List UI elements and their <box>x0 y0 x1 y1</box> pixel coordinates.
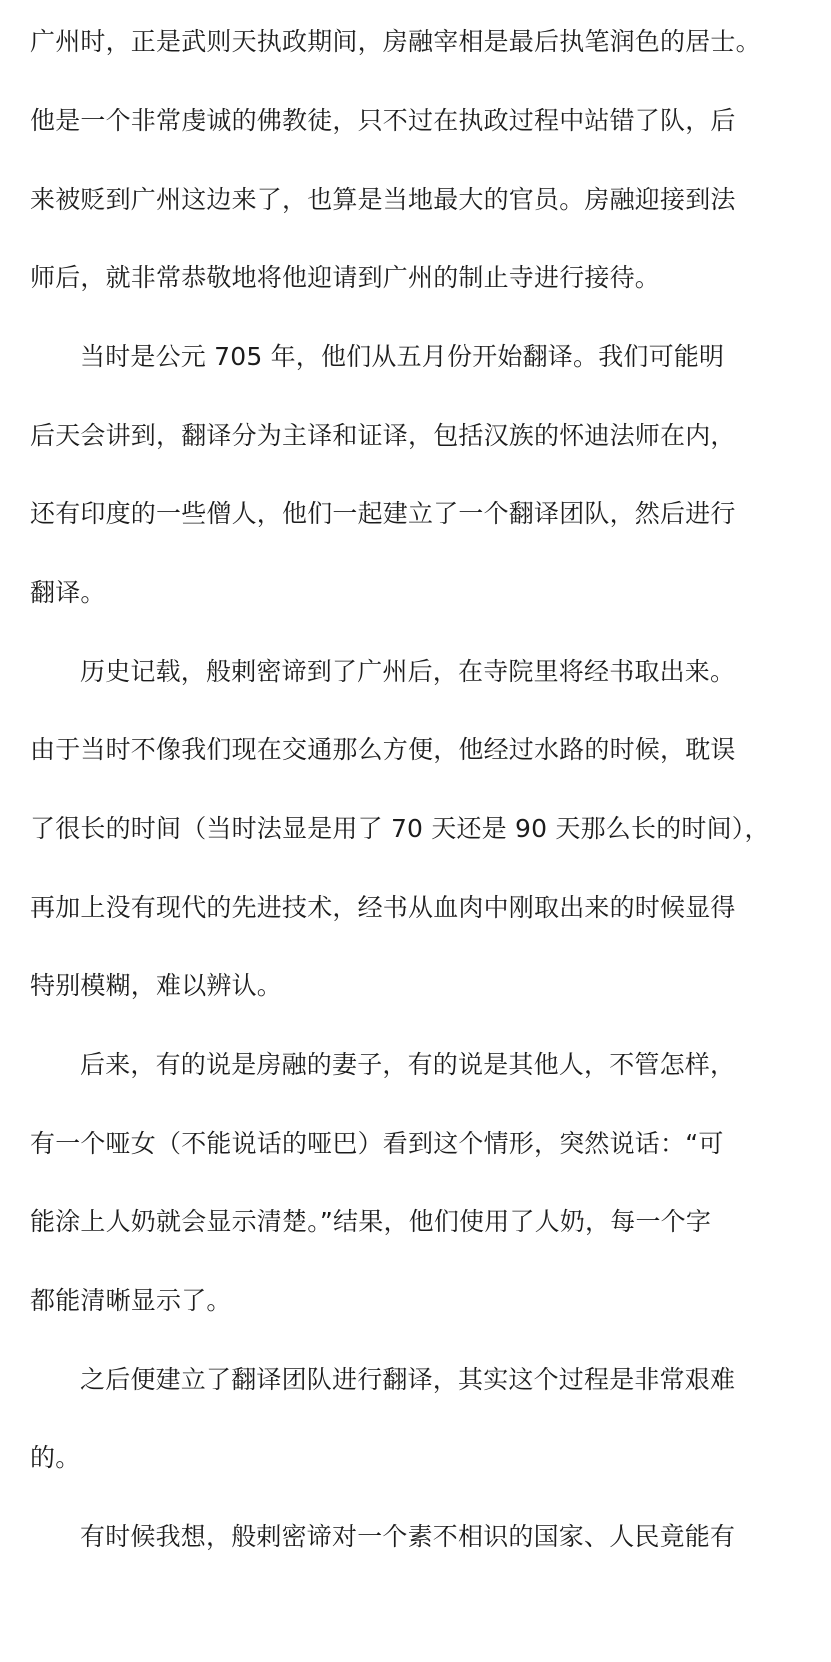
text-line: 有一个哑女（不能说话的哑巴）看到这个情形，突然说话：“可 <box>30 1129 724 1158</box>
text-line: 能涂上人奶就会显示清楚。”结果，他们使用了人奶，每一个字 <box>30 1207 712 1236</box>
paragraph-first-line: 当时是公元 705 年，他们从五月份开始翻译。我们可能明 <box>80 342 725 371</box>
paragraph-first-line: 有时候我想，般剌密谛对一个素不相识的国家、人民竟能有 <box>80 1522 736 1551</box>
text-line: 了很长的时间（当时法显是用了 70 天还是 90 天那么长的时间）， <box>30 814 770 843</box>
text-line: 广州时，正是武则天执政期间，房融宰相是最后执笔润色的居士。 <box>30 27 761 56</box>
text-line: 他是一个非常虔诚的佛教徒，只不过在执政过程中站错了队，后 <box>30 106 736 135</box>
text-line: 来被贬到广州这边来了，也算是当地最大的官员。房融迎接到法 <box>30 185 736 214</box>
text-line: 师后，就非常恭敬地将他迎请到广州的制止寺进行接待。 <box>30 263 661 292</box>
text-line: 翻译。 <box>30 578 106 607</box>
text-line: 的。 <box>30 1443 81 1472</box>
text-line: 由于当时不像我们现在交通那么方便，他经过水路的时候，耽误 <box>30 735 736 764</box>
text-line: 后天会讲到，翻译分为主译和证译，包括汉族的怀迪法师在内， <box>30 421 736 450</box>
text-line: 还有印度的一些僧人，他们一起建立了一个翻译团队，然后进行 <box>30 499 736 528</box>
text-line: 特别模糊，难以辨认。 <box>30 971 283 1000</box>
text-line: 都能清晰显示了。 <box>30 1286 232 1315</box>
paragraph-first-line: 后来，有的说是房融的妻子，有的说是其他人，不管怎样， <box>80 1050 736 1079</box>
paragraph-first-line: 之后便建立了翻译团队进行翻译，其实这个过程是非常艰难 <box>80 1365 736 1394</box>
text-line: 再加上没有现代的先进技术，经书从血肉中刚取出来的时候显得 <box>30 893 736 922</box>
paragraph-first-line: 历史记载，般剌密谛到了广州后，在寺院里将经书取出来。 <box>80 657 736 686</box>
